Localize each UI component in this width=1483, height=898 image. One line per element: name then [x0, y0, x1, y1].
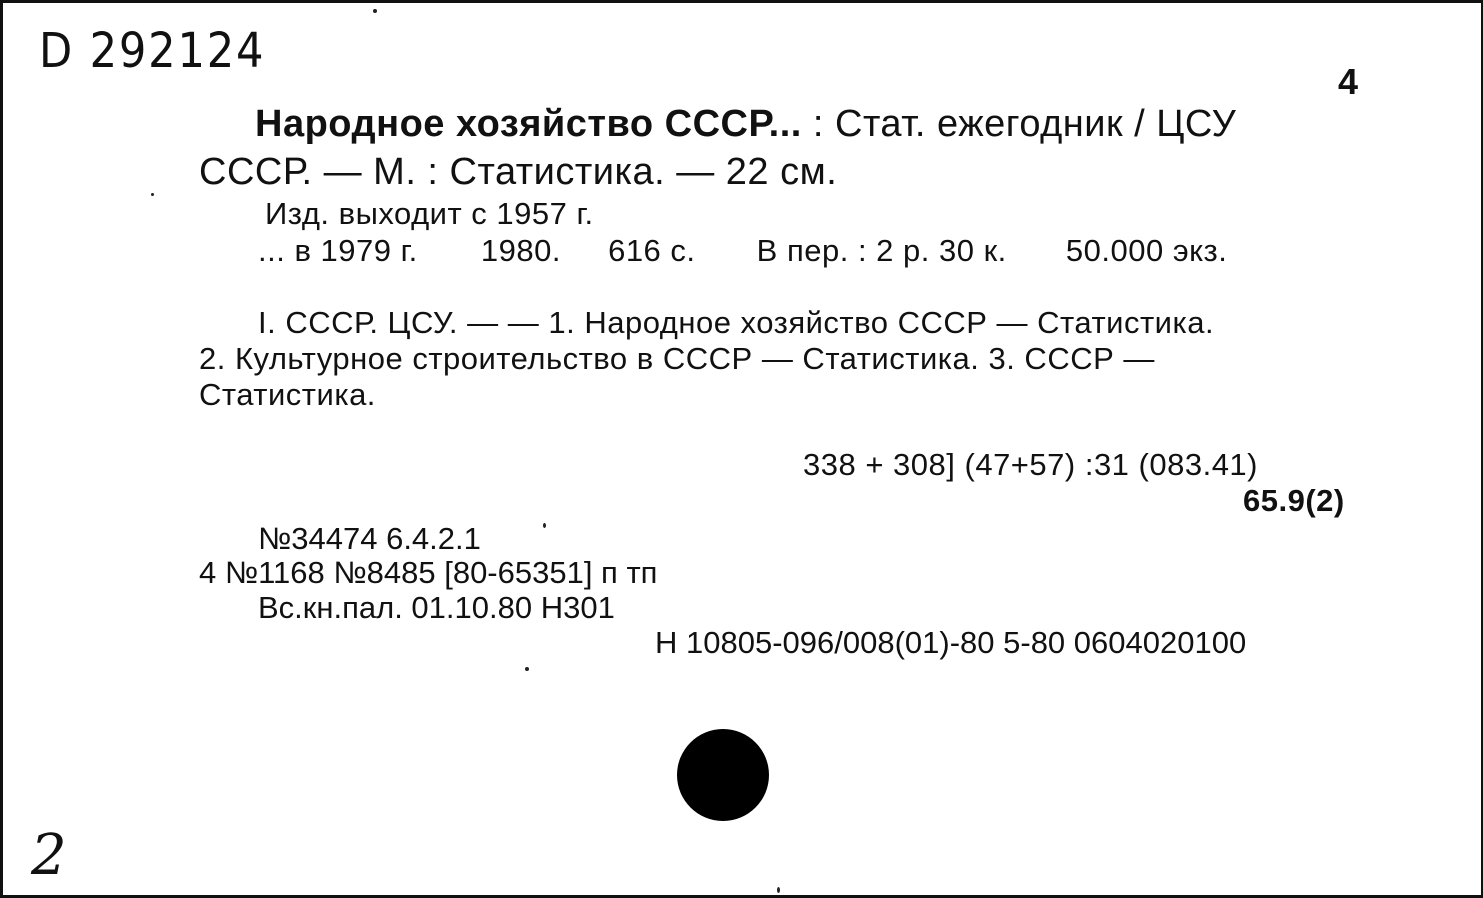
title-bold: Народное хозяйство СССР... — [255, 103, 802, 145]
publication-note: Изд. выходит с 1957 г. — [265, 196, 594, 231]
dust-speck — [777, 887, 780, 893]
edition-copies: 50.000 экз. — [1065, 233, 1228, 268]
edition-year: 1980. — [480, 233, 561, 268]
edition-price: В пер. : 2 р. 30 к. — [756, 233, 1007, 268]
handwritten-card-id: D 292124 — [39, 23, 266, 79]
udc-classification: 338 + 308] (47+57) :31 (083.41) — [803, 447, 1258, 482]
edition-pages: 616 с. — [608, 233, 696, 268]
registry-line-3: Вс.кн.пал. 01.10.80 Н301 — [258, 590, 615, 625]
subject-headings-line-3: Статистика. — [199, 377, 376, 412]
subject-headings-line-2: 2. Культурное строительство в СССР — Статистика. 3. СССР — — [199, 341, 1155, 376]
title-line-1 — [255, 103, 1236, 146]
edition-details — [258, 233, 1227, 269]
registry-line-4: Н 10805-096/008(01)-80 5-80 0604020100 — [655, 625, 1247, 660]
card-punch-hole — [677, 729, 769, 821]
bbk-classification: 65.9(2) — [1243, 483, 1345, 518]
registry-line-1: №34474 6.4.2.1 — [258, 521, 481, 556]
title-rest: : Стат. ежегодник / ЦСУ — [801, 103, 1237, 145]
dust-speck — [543, 523, 546, 528]
dust-speck — [151, 193, 154, 196]
edition-years: ... в 1979 г. — [258, 233, 418, 268]
title-line-2: СССР. — М. : Статистика. — 22 см. — [199, 151, 838, 193]
card-number: 4 — [1338, 61, 1359, 102]
handwritten-mark: 2 — [31, 823, 67, 888]
dust-speck — [525, 667, 529, 671]
subject-headings-line-1: I. СССР. ЦСУ. — — 1. Народное хозяйство СССР — Статистика. — [258, 305, 1215, 340]
registry-line-2: 4 №1168 №8485 [80-65351] п тп — [199, 555, 658, 590]
dust-speck — [373, 9, 377, 13]
